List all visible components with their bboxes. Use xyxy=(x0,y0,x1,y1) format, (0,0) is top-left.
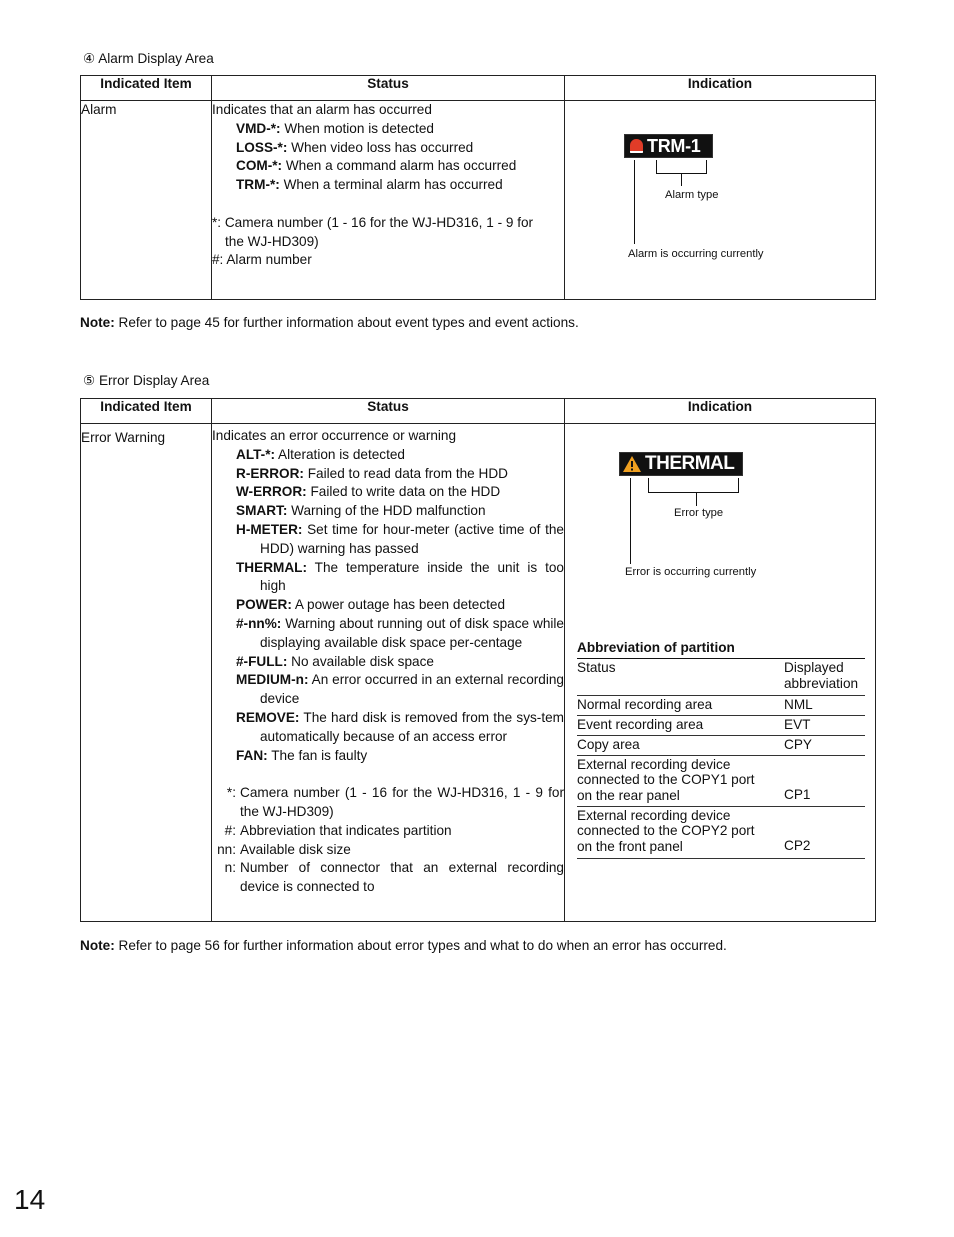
header-indication: Indication xyxy=(565,399,876,424)
abbr-row-abbr: EVT xyxy=(784,715,865,735)
entry-text: When a command alarm has occurred xyxy=(282,158,517,174)
error-type-bracket-right xyxy=(738,478,739,492)
alarm-type-bracket-right xyxy=(706,160,707,173)
error-status-cell xyxy=(212,424,565,922)
alarm-footnote-camera-cont: the WJ-HD309) xyxy=(225,233,319,249)
entry-text: The hard disk is removed from the sys-tem automatically because of an access error xyxy=(260,709,564,744)
entry-key: THERMAL: xyxy=(236,559,307,575)
entry-text: No available disk space xyxy=(287,653,434,669)
footnote-key: #: xyxy=(224,822,236,838)
abbr-table xyxy=(577,660,865,859)
entry-key: H-METER: xyxy=(236,521,303,537)
entry-text: The fan is faulty xyxy=(267,747,368,763)
footnote-text: Camera number (1 - 16 for the WJ-HD316, 1 - 9 for the WJ-HD309) xyxy=(240,785,564,819)
footnote-text: Available disk size xyxy=(240,841,351,857)
page-number: 14 xyxy=(14,1184,46,1215)
alarm-type-bracket-left xyxy=(656,160,657,173)
abbr-row-abbr: NML xyxy=(784,695,865,715)
error-item-label: Error Warning xyxy=(81,430,166,445)
alarm-lamp-icon xyxy=(630,139,643,153)
entry-key: R-ERROR: xyxy=(236,465,304,481)
error-footnote xyxy=(212,841,564,860)
entry-text: An error occurred in an external recording device xyxy=(260,672,564,707)
error-type-bracket-left xyxy=(648,478,649,492)
abbr-row xyxy=(577,735,865,755)
abbr-top-rule xyxy=(577,658,865,659)
abbr-row-status: External recording device connected to the COPY2 port on the front panel xyxy=(577,806,784,858)
entry-key: COM-*: xyxy=(236,158,283,174)
abbr-title: Abbreviation of partition xyxy=(577,640,735,655)
entry-text: Alteration is detected xyxy=(275,446,405,462)
alarm-current-line xyxy=(634,160,635,244)
abbr-row-abbr: CP1 xyxy=(784,755,865,806)
entry-key: ALT-*: xyxy=(236,446,276,462)
entry-text: The temperature inside the unit is too high xyxy=(260,559,564,594)
footnote-text: Abbreviation that indicates partition xyxy=(240,822,452,838)
alarm-badge-text: TRM-1 xyxy=(647,135,701,156)
entry-text: Set time for hour-meter (active time of the HDD) warning has passed xyxy=(260,521,564,556)
alarm-item-label: Alarm xyxy=(81,102,117,117)
alarm-status-cell xyxy=(212,101,565,300)
error-type-bracket-bottom xyxy=(648,492,739,493)
footnote-key: nn: xyxy=(217,841,236,857)
error-type-bracket-stem xyxy=(696,492,697,506)
entry-key: W-ERROR: xyxy=(236,484,307,500)
entry-text: When video loss has occurred xyxy=(287,139,474,155)
entry-key: #-nn%: xyxy=(236,615,282,631)
header-indicated-item: Indicated Item xyxy=(81,76,212,101)
note-text: Refer to page 56 for further information about error types and what to do when an error has occurred. xyxy=(114,938,727,953)
error-badge-text: THERMAL xyxy=(645,453,735,474)
note-label: Note: xyxy=(80,315,115,330)
entry-text: A power outage has been detected xyxy=(291,597,506,613)
alarm-display-table xyxy=(80,75,876,300)
entry-key: MEDIUM-n: xyxy=(236,672,309,688)
header-status: Status xyxy=(212,399,565,424)
entry-key: POWER: xyxy=(236,597,292,613)
error-note xyxy=(80,938,727,953)
entry-key: #-FULL: xyxy=(236,653,288,669)
entry-key: TRM-*: xyxy=(236,177,280,193)
entry-key: FAN: xyxy=(236,747,268,763)
alarm-footnote-number: #: Alarm number xyxy=(212,252,312,268)
trm-alarm-badge xyxy=(624,134,713,158)
alarm-item-cell xyxy=(81,101,212,300)
footnote-key: *: xyxy=(226,785,236,801)
header-status: Status xyxy=(212,76,565,101)
alarm-indication-cell xyxy=(565,101,876,300)
abbr-header-displayed: Displayed abbreviation xyxy=(784,660,865,695)
thermal-error-badge xyxy=(619,452,743,476)
entry-key: REMOVE: xyxy=(236,709,300,725)
abbr-row xyxy=(577,715,865,735)
error-footnote xyxy=(212,822,564,841)
alarm-footnote-camera: *: Camera number (1 - 16 for the WJ-HD316, 1 - 9 for xyxy=(212,214,534,230)
entry-text: When motion is detected xyxy=(280,120,434,136)
error-status-intro: Indicates an error occurrence or warning xyxy=(212,428,457,443)
footnote-key: n: xyxy=(224,860,236,876)
error-section-title: ⑤ Error Display Area xyxy=(83,373,210,388)
alarm-status-intro: Indicates that an alarm has occurred xyxy=(212,102,432,117)
note-label: Note: xyxy=(80,938,115,953)
entry-text: Failed to write data on the HDD xyxy=(306,484,501,500)
alarm-type-label: Alarm type xyxy=(665,189,719,201)
error-current-label: Error is occurring currently xyxy=(625,566,757,578)
abbr-row-abbr: CP2 xyxy=(784,806,865,858)
entry-text: Warning about running out of disk space while displaying available disk space per-centage xyxy=(260,615,564,650)
entry-text: Failed to read data from the HDD xyxy=(303,465,508,481)
header-indicated-item: Indicated Item xyxy=(81,399,212,424)
abbr-header-status: Status xyxy=(577,660,784,695)
footnote-text: Number of connector that an external recording device is connected to xyxy=(240,860,564,895)
entry-key: VMD-*: xyxy=(236,120,281,136)
error-footnote xyxy=(212,784,564,822)
header-indication: Indication xyxy=(565,76,876,101)
abbr-row-status: Normal recording area xyxy=(577,695,784,715)
abbr-row-abbr: CPY xyxy=(784,735,865,755)
abbr-row-status: External recording device connected to the COPY1 port on the rear panel xyxy=(577,755,784,806)
abbr-row xyxy=(577,755,865,806)
error-item-cell xyxy=(81,424,212,922)
abbr-row-status: Event recording area xyxy=(577,715,784,735)
alarm-section-title: ④ Alarm Display Area xyxy=(83,51,214,66)
note-text: Refer to page 45 for further information about event types and event actions. xyxy=(114,315,579,330)
abbr-row-status: Copy area xyxy=(577,735,784,755)
entry-text: When a terminal alarm has occurred xyxy=(279,177,503,193)
entry-key: LOSS-*: xyxy=(236,139,288,155)
error-current-line xyxy=(630,478,631,564)
alarm-current-label: Alarm is occurring currently xyxy=(628,248,764,260)
entry-text: Warning of the HDD malfunction xyxy=(287,503,486,519)
alarm-type-bracket-stem xyxy=(681,173,682,186)
abbr-row xyxy=(577,695,865,715)
error-footnote xyxy=(212,859,564,897)
entry-key: SMART: xyxy=(236,503,288,519)
alarm-note xyxy=(80,315,579,330)
warning-triangle-icon xyxy=(622,455,642,473)
error-type-label: Error type xyxy=(674,507,724,519)
abbr-row xyxy=(577,806,865,858)
